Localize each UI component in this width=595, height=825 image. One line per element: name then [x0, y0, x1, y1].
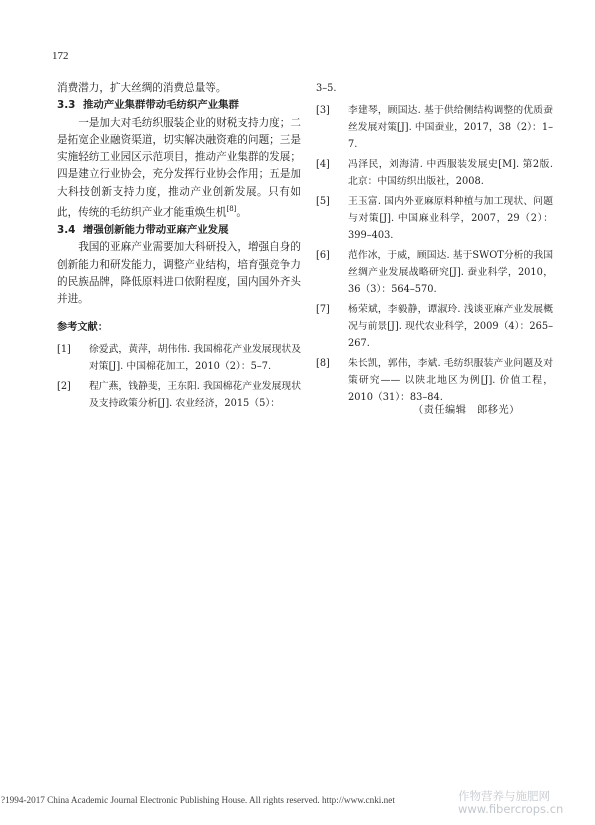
reference-item [57, 378, 301, 412]
reference-item [316, 247, 553, 298]
references-title: 参考文献： [57, 322, 108, 334]
section-3-3-text: 一是加大对毛纺织服装企业的财税支持力度；二是拓宽企业融资渠道，切实解决融资难的问题；三是实施轻纺工业园区示范项目，推动产业集群的发展；四是建立行业协会，充分发挥行业协会作用；五是加大科技创新支持力度，推动产业创新发展。只有如此，传统的毛纺织产业才能重焕生机 [57, 116, 301, 219]
reference-text: 程广燕，钱静斐，王东阳. 我国棉花产业发展现状及支持政策分析[J]. 农业经济，2015（5）： [89, 380, 301, 409]
reference-item [316, 156, 553, 190]
reference-text: 李建琴，顾国达. 基于供给侧结构调整的优质蚕丝发展对策[J]. 中国蚕业，2017，38（2）：1–7. [348, 105, 553, 150]
reference-text: 徐爱武，黄萍，胡伟伟. 我国棉花产业发展现状及对策[J]. 中国棉花加工，2010（2）：5–7. [89, 343, 301, 372]
reference-text: 范作冰，于威，顾国达. 基于SWOT分析的我国丝绸产业发展战略研究[J]. 蚕业科学，2010，36（3）：564–570. [348, 250, 553, 295]
reference-item [316, 301, 553, 352]
intro-paragraph: 消费潜力，扩大丝绸的消费总量等。 [57, 82, 227, 94]
reference-text: 王玉富. 国内外亚麻原料种植与加工现状、问题与对策[J]. 中国麻业科学，2007，29（2）：399–403. [348, 196, 553, 241]
watermark-line: www.fibercrops.cn [458, 802, 564, 816]
section-title: 推动产业集群带动毛纺织产业集群 [83, 99, 239, 112]
watermark-line: 作物营养与施肥网 [458, 789, 550, 803]
watermark [458, 790, 563, 816]
section-title: 增强创新能力带动亚麻产业发展 [83, 223, 229, 236]
reference-text: 朱长凯，郭伟，李斌. 毛纺织服装产业问题及对策研究—— 以陕北地区为例[J]. 价值工程，2010（31）：83–84. [348, 358, 553, 403]
page-number: 172 [52, 50, 69, 62]
reference-number: [2] [57, 380, 71, 392]
editor-note: （责任编辑 郎移光） [413, 405, 520, 416]
reference-number: [5] [316, 196, 330, 207]
citation-8[interactable]: [8] [226, 205, 237, 214]
right-column [316, 80, 553, 409]
section-number: 3.3 [57, 99, 76, 112]
section-heading-3-4 [57, 222, 301, 239]
reference-item [57, 341, 301, 375]
copyright-footer: ?1994-2017 China Academic Journal Electronic Publishing House. All rights reserved. http://www.cnki.net [1, 795, 395, 805]
reference-number: [4] [316, 159, 330, 170]
reference-number: [1] [57, 343, 71, 355]
reference-number: [6] [316, 250, 330, 261]
reference-number: [3] [316, 105, 330, 116]
reference-item [316, 102, 553, 153]
reference-continuation: 3–5. [316, 83, 337, 94]
reference-item [316, 193, 553, 244]
left-column [57, 80, 301, 415]
reference-text: 杨荣斌，李毅静，谭淑玲. 浅谈亚麻产业发展概况与前景[J]. 现代农业科学，2009（4）：265–267. [348, 304, 553, 349]
section-3-3-body [57, 115, 301, 222]
reference-item [316, 355, 553, 406]
section-3-4-body: 我国的亚麻产业需要加大科研投入，增强自身的创新能力和研发能力，调整产业结构，培育强竞争力的民族品牌，降低原料进口依附程度，国内国外齐头并进。 [57, 241, 301, 306]
reference-number: [8] [316, 358, 330, 369]
reference-text: 冯泽民，刘海清. 中西服装发展史[M]. 第2版.北京：中国纺织出版社，2008. [348, 159, 553, 187]
section-heading-3-3 [57, 97, 301, 114]
sentence-end: 。 [236, 206, 248, 219]
section-number: 3.4 [57, 223, 76, 236]
reference-number: [7] [316, 304, 330, 315]
